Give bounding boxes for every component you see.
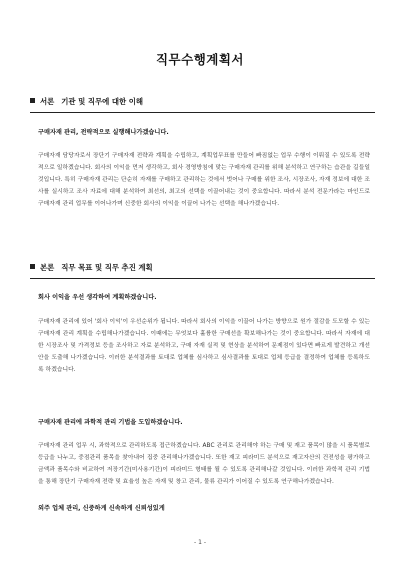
subheading-scientific: 구매자재 관리에 과학적 관리 기법을 도입하겠습니다. bbox=[38, 419, 183, 426]
subheading-strategic: 구매자재 관리, 전략적으로 실행해나가겠습니다. bbox=[38, 129, 169, 136]
square-bullet-icon bbox=[30, 264, 35, 269]
paragraph-scientific: 구매자재 관리 업무 시, 과학적으로 관리하도록 접근하겠습니다. ABC 관리로 관리해야 하는 구매 및 재고 품목이 많을 시 품목별로 등급을 나누고, 중점관리 품목을 찾아내어 집중 관리해나가겠습니다. 또한 재고 피라미드 분석으로 재고자산의 건전성을 평가하고 금액과 품목수와 비교하여 저장기간(미사용기간)이 피라미드 형태를 될 수 있도록 관리해나갈 것입니다. 이러한 과학적 관리 기법을 통해 장단기 구매자재 전략 및 효율성 높은 자재 및 창고 관리, 물류 관리가 이어질 수 있도록 연구해나가겠습니다. bbox=[38, 443, 370, 485]
section-heading-intro bbox=[30, 96, 375, 113]
section-title: 직무 목표 및 직무 추진 계획 bbox=[61, 263, 153, 272]
square-bullet-icon bbox=[30, 98, 35, 103]
paragraph-profit: 구매자재 관리에 있어 '회사 이익'이 우선순위가 됩니다. 따라서 회사의 이익을 이끌어 나가는 방향으로 원가 절감을 도모할 수 있는 구매자재 관리 계획을 수립해나가겠습니다. 이때에는 무엇보다 훌륭한 구매선을 확보해나가는 것이 중요합니다. 따라서 자재에 대한 시장조사 및 가격정보 등을 조사하고 자료 분석하고, 구매 자재 실적 및 현상을 분석하여 문제점이 있다면 빠르게 발견하고 개선안을 도출해 나가겠습니다. 이러한 분석결과를 토대로 업체를 심사하고 심사결과를 토대로 업체 등급을 결정하여 업체를 등록하도록 하겠습니다. bbox=[38, 319, 370, 373]
subheading-profit: 회사 이익을 우선 생각하여 계획하겠습니다. bbox=[38, 294, 157, 301]
page-title: 직무수행계획서 bbox=[155, 52, 245, 67]
section-heading-body bbox=[30, 262, 375, 279]
section-lead-label: 본론 bbox=[40, 263, 55, 272]
paragraph-intro: 구매자재 담당자로서 장단기 구매자재 전략과 계획을 수립하고, 계획업무표를 만들어 빠짐없는 업무 수행이 이뤄질 수 있도록 전략적으로 일하겠습니다. 회사의 이익을 먼저 생각하고, 회사 경영방침에 맞는 구매자재 관리를 위해 분석하고 연구하는 습관을 길들일 것입니다. 특히 구매자재 관리는 단순히 자재를 구매하고 관리하는 것에서 벗어나 구매를 위한 조사, 시장조사, 자재 정보에 대한 조사를 실시하고 조사 자료에 대해 분석하여 최선의, 최고의 선택을 이끌어내는 것이 중요합니다. 따라서 분석 전문가라는 마인드로 구매자재 관리 업무를 이어나가며 신중한 회사의 이익을 이끌어 나가는 선택을 해나가겠습니다. bbox=[38, 153, 370, 207]
section-lead-label: 서론 bbox=[40, 97, 55, 106]
page-number: - 1 - bbox=[194, 539, 206, 546]
subheading-outsourcing: 외주 업체 관리, 신중하게 신속하게 신뢰성있게 bbox=[38, 505, 165, 512]
section-title: 기관 및 직무에 대한 이해 bbox=[61, 97, 143, 106]
